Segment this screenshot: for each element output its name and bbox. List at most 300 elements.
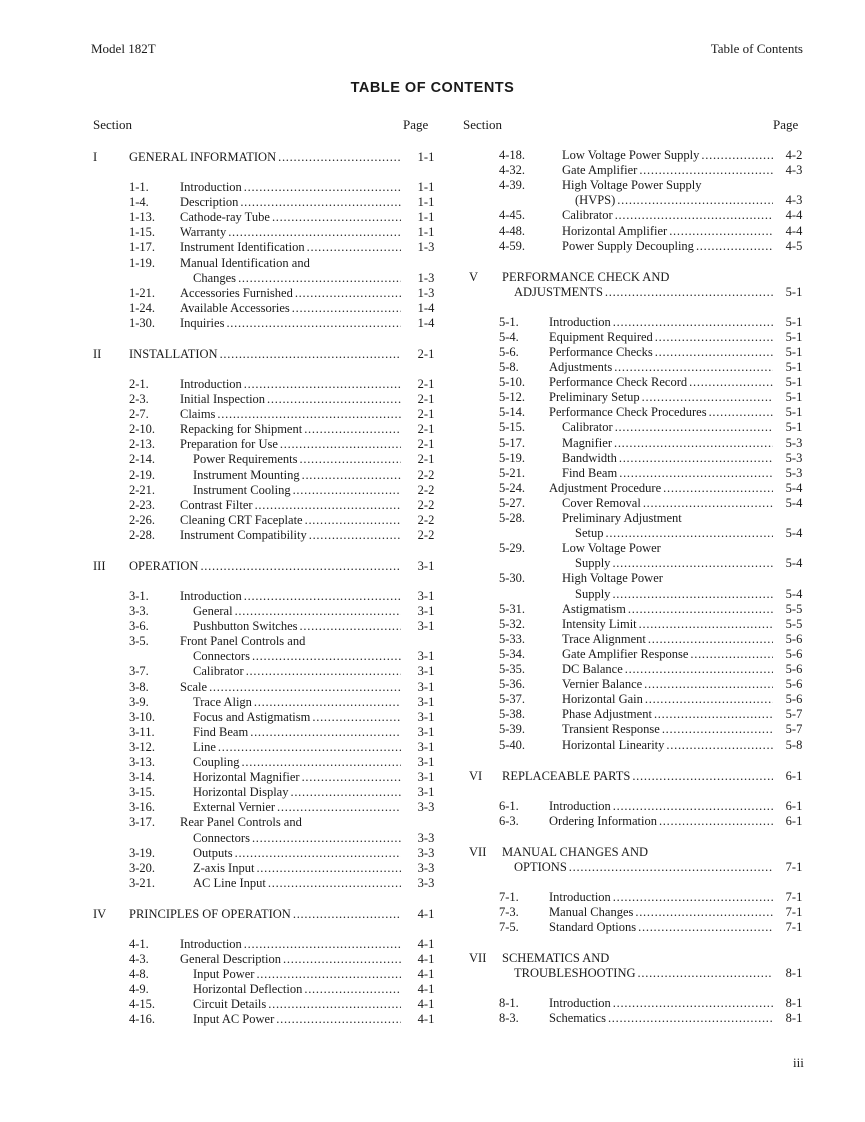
entry-number: 4-39. [499,178,526,193]
entry-title: Cathode-ray Tube [180,210,270,225]
toc-entry-row [469,602,819,617]
leader-dots [290,301,401,316]
section-title: SCHEMATICS AND [502,950,610,965]
entry-number: 7-5. [499,919,519,934]
leader-dots [310,710,401,725]
entry-number: 5-39. [499,722,526,737]
toc-entry-row [93,437,453,452]
toc-entry-row [93,483,453,498]
leader-dots [612,360,773,375]
entry-page-number: 3-1 [417,770,435,785]
entry-title: Ordering Information [549,813,657,828]
toc-entry-row [93,967,453,982]
left-section-header: Section [93,117,132,132]
entry-number: 5-34. [499,646,526,661]
entry-page-number: 5-4 [785,556,803,571]
leader-dots [275,800,401,815]
entry-page-number: 2-1 [417,407,435,422]
entry-title: Low Voltage Power [562,541,661,556]
entry-number: 5-33. [499,631,526,646]
entry-title: Manual Identification and [180,255,310,270]
leader-dots [298,452,402,467]
entry-number: 5-38. [499,707,526,722]
leader-dots [707,405,773,420]
toc-entry-row [469,163,819,178]
entry-number: 4-18. [499,148,526,162]
entry-number: 3-1. [129,588,149,603]
toc-section-row [93,559,453,574]
entry-title: Focus and Astigmatism [193,709,311,724]
leader-dots [226,225,401,240]
entry-number: 5-21. [499,465,526,480]
entry-page-number: 5-1 [785,390,803,405]
leader-dots [281,952,401,967]
entry-title: High Voltage Power [562,571,663,586]
entry-title: Find Beam [562,465,618,480]
entry-title: Equipment Required [549,329,653,344]
entry-page-number: 1-1 [417,180,435,194]
entry-page-number: 5-3 [785,435,803,450]
entry-page-number: 6-1 [785,813,803,828]
leader-dots [699,148,773,163]
entry-page-number: 3-3 [417,875,435,890]
leader-dots [661,481,773,496]
entry-page-number: 3-1 [417,649,435,664]
toc-entry-row [469,405,819,420]
entry-page-number: 4-3 [785,193,803,208]
entry-number: 5-35. [499,662,526,676]
entry-title: Supply [575,586,611,601]
entry-page-number: 7-1 [785,859,803,874]
leader-dots [276,150,401,165]
entry-page-number: 3-3 [417,830,435,845]
toc-entry-row [469,571,819,586]
entry-page-number: 4-1 [417,982,435,997]
entry-number: 5-40. [499,737,526,752]
entry-title: Bandwidth [562,450,617,465]
entry-title: Standard Options [549,919,637,934]
entry-page-number: 5-1 [785,314,803,329]
leader-dots [667,224,773,239]
entry-page-number: 3-1 [417,739,435,754]
leader-dots [218,347,401,362]
toc-entry-row [469,647,819,662]
leader-dots [270,210,401,225]
entry-title: Gate Amplifier Response [562,646,689,661]
entry-title: Horizontal Gain [562,692,643,707]
entry-title: Cover Removal [562,495,641,510]
leader-dots [603,285,773,300]
toc-entry-row [469,148,819,163]
entry-title: Calibrator [562,420,613,435]
toc-entry-row [93,195,453,210]
entry-page-number: 5-3 [785,465,803,480]
entry-number: 2-1. [129,376,149,391]
toc-entry-row [93,468,453,483]
leader-dots [610,587,773,602]
entry-number: 3-8. [129,679,149,694]
entry-number: 5-24. [499,480,526,495]
entry-title: Claims [180,407,216,422]
toc-entry-row [93,513,453,528]
entry-title: Find Beam [193,724,249,739]
entry-title: Phase Adjustment [562,707,652,722]
entry-number: 5-30. [499,571,526,586]
entry-page-number: 3-1 [417,604,435,618]
entry-page-number: 5-1 [785,329,803,344]
entry-title: Connectors [193,649,250,664]
leader-dots [250,831,401,846]
entry-page-number: 3-1 [417,588,435,603]
entry-number: 3-9. [129,694,149,709]
toc-section-row [469,845,819,860]
toc-section-row [469,769,819,784]
section-numeral: I [93,150,98,164]
leader-dots [643,692,773,707]
toc-entry-row [469,541,819,556]
running-header-left: Model 182T [91,41,156,56]
page-title: TABLE OF CONTENTS [350,80,515,96]
section-numeral: V [469,269,479,284]
entry-page-number: 3-3 [417,845,435,860]
entry-title: Horizontal Deflection [193,982,303,997]
toc-entry-row [93,997,453,1012]
toc-entry-row [93,755,453,770]
leader-dots [611,890,773,905]
toc-entry-row [469,390,819,405]
leader-dots [298,619,401,634]
toc-entry-row [469,890,819,905]
entry-number: 2-19. [129,467,156,482]
leader-dots [238,195,401,210]
entry-page-number: 5-1 [785,405,803,420]
entry-title: Power Supply Decoupling [562,238,694,253]
entry-title: Instrument Cooling [193,482,291,497]
entry-number: 5-36. [499,677,526,692]
leader-dots [253,498,401,513]
leader-dots [652,707,773,722]
entry-page-number: 5-7 [785,707,803,722]
entry-title: Calibrator [562,208,613,223]
entry-number: 8-3. [499,1011,519,1026]
running-header-right: Table of Contents [710,41,803,56]
toc-entry-row [469,481,819,496]
leader-dots [646,632,773,647]
entry-title: Gate Amplifier [562,163,638,178]
page-number: iii [793,1055,804,1070]
toc-section-row [93,907,453,922]
toc-entry-row [469,330,819,345]
entry-number: 2-21. [129,482,156,497]
entry-title: Low Voltage Power Supply [562,148,700,162]
toc-entry-row [469,996,819,1011]
entry-title: DC Balance [562,662,623,676]
entry-number: 5-32. [499,616,526,631]
leader-dots [613,208,773,223]
entry-title: (HVPS) [575,193,616,208]
entry-number: 5-28. [499,511,526,525]
leader-dots [254,861,401,876]
entry-title: Performance Check Procedures [549,405,707,420]
entry-page-number: 6-1 [785,768,803,783]
leader-dots [300,770,401,785]
entry-number: 3-19. [129,845,156,860]
entry-page-number: 5-1 [785,420,803,435]
entry-number: 4-32. [499,163,526,178]
toc-entry-row [93,785,453,800]
toc-entry-row [93,861,453,876]
toc-entry-row [469,556,819,571]
entry-page-number: 7-1 [785,919,803,934]
entry-number: 3-12. [129,739,156,754]
right-page-header: Page [773,117,799,132]
toc-entry-row [93,800,453,815]
entry-page-number: 1-1 [417,150,435,164]
entry-page-number: 5-6 [785,646,803,661]
leader-dots [636,966,773,981]
entry-number: 5-37. [499,692,526,707]
entry-title: Changes [193,270,237,285]
toc-entry-row [93,695,453,710]
entry-page-number: 5-4 [785,495,803,510]
leader-dots [567,860,773,875]
entry-page-number: 5-7 [785,722,803,737]
toc-entry-row [469,632,819,647]
leader-dots [288,785,401,800]
toc-entry-row [469,466,819,481]
toc-entry-row [469,738,819,753]
entry-number: 3-11. [129,724,155,739]
entry-page-number: 7-1 [785,889,803,904]
toc-entry-row [93,225,453,240]
entry-page-number: 7-1 [785,904,803,919]
entry-page-number: 5-1 [785,360,803,374]
entry-number: 2-13. [129,437,156,452]
entry-page-number: 1-3 [417,240,435,255]
entry-title: Trace Alignment [562,631,646,646]
entry-page-number: 5-4 [785,480,803,495]
entry-number: 3-10. [129,709,156,724]
entry-number: 5-12. [499,390,526,405]
leader-dots [240,755,401,770]
entry-title: Preparation for Use [180,437,278,452]
entry-page-number: 1-3 [417,270,435,285]
entry-number: 4-3. [129,951,149,966]
entry-title: AC Line Input [193,875,266,890]
toc-entry-row [93,649,453,664]
entry-number: 1-4. [129,195,149,210]
section-numeral: III [93,558,106,573]
leader-dots [252,695,401,710]
entry-title: Accessories Furnished [180,285,293,300]
entry-title: Introduction [549,996,611,1010]
toc-section-row [93,150,453,165]
entry-page-number: 5-1 [785,375,803,390]
entry-number: 7-1. [499,889,519,904]
toc-entry-row [93,301,453,316]
section-title: TROUBLESHOOTING [514,966,636,980]
leader-dots [303,513,401,528]
entry-page-number: 5-6 [785,677,803,692]
entry-title: Scale [180,679,208,694]
entry-title: Warranty [180,225,227,240]
section-title: MANUAL CHANGES AND [502,844,649,859]
leader-dots [637,163,773,178]
entry-title: Pushbutton Switches [193,619,298,634]
leader-dots [250,649,401,664]
entry-page-number: 4-1 [417,1012,435,1027]
toc-entry-row [93,740,453,755]
leader-dots [293,286,401,301]
toc-entry-row [469,375,819,390]
entry-title: Z-axis Input [193,860,255,875]
entry-title: Instrument Mounting [193,467,300,482]
entry-page-number: 4-5 [785,238,803,253]
leader-dots [642,677,773,692]
section-title: INSTALLATION [129,346,218,361]
toc-entry-row [93,680,453,695]
toc-entry-row [93,240,453,255]
entry-number: 3-16. [129,800,156,815]
entry-number: 5-6. [499,344,519,359]
leader-dots [615,193,773,208]
leader-dots [198,559,401,574]
leader-dots [207,680,401,695]
entry-number: 7-3. [499,904,519,919]
toc-entry-row [93,210,453,225]
entry-page-number: 5-4 [785,586,803,601]
entry-page-number: 2-2 [417,482,435,497]
leader-dots [613,420,773,435]
entry-number: 1-17. [129,240,156,255]
leader-dots [603,526,773,541]
leader-dots [302,982,401,997]
entry-number: 2-23. [129,497,156,512]
toc-entry-row [469,677,819,692]
entry-title: Introduction [180,180,242,194]
leader-dots [307,528,401,543]
toc-section-row [469,285,819,300]
toc-entry-row [469,799,819,814]
toc-entry-row [469,1011,819,1026]
entry-title: Contrast Filter [180,497,253,512]
entry-page-number: 4-1 [417,967,435,981]
leader-dots [233,604,401,619]
entry-number: 3-17. [129,815,156,830]
entry-title: Input Power [193,967,255,981]
entry-number: 3-6. [129,619,149,634]
leader-dots [266,997,401,1012]
entry-page-number: 8-1 [785,996,803,1010]
entry-number: 5-19. [499,450,526,465]
entry-number: 1-19. [129,255,156,270]
toc-entry-row [93,831,453,846]
toc-entry-row [93,271,453,286]
section-title: OPERATION [129,558,199,573]
leader-dots [274,1012,401,1027]
entry-title: Introduction [549,889,611,904]
toc-entry-row [469,451,819,466]
entry-number: 2-28. [129,527,156,542]
entry-number: 2-14. [129,452,156,467]
toc-entry-row [93,180,453,195]
toc-entry-row [93,770,453,785]
entry-number: 4-8. [129,967,149,981]
entry-title: Horizontal Display [193,785,289,800]
toc-entry-row [469,692,819,707]
entry-title: Preliminary Setup [549,390,640,405]
leader-dots [242,180,401,195]
toc-entry-row [469,239,819,254]
entry-number: 4-59. [499,238,526,253]
entry-page-number: 8-1 [785,966,803,980]
entry-title: Performance Check Record [549,375,688,390]
entry-number: 6-3. [499,813,519,828]
entry-number: 5-8. [499,360,519,374]
entry-number: 2-26. [129,512,156,527]
entry-page-number: 5-8 [785,737,803,752]
leader-dots [236,271,401,286]
leader-dots [291,483,401,498]
entry-page-number: 2-1 [417,392,435,406]
entry-number: 1-21. [129,285,156,300]
toc-entry-row [93,256,453,271]
toc-entry-row [93,452,453,467]
entry-page-number: 2-2 [417,467,435,482]
entry-title: External Vernier [193,800,276,815]
section-numeral: VI [469,768,483,783]
entry-page-number: 3-1 [417,679,435,694]
entry-title: Supply [575,556,611,571]
entry-number: 8-1. [499,996,519,1010]
entry-page-number: 2-1 [417,437,435,452]
leader-dots [612,436,773,451]
entry-page-number: 5-4 [785,526,803,541]
entry-page-number: 2-1 [417,346,435,361]
entry-title: Introduction [549,798,611,813]
toc-entry-row [469,707,819,722]
entry-number: 5-27. [499,495,526,510]
section-numeral: II [93,346,102,361]
entry-number: 3-15. [129,785,156,800]
toc-entry-row [469,587,819,602]
entry-page-number: 1-4 [417,315,435,330]
entry-title: Schematics [549,1011,606,1026]
section-numeral: IV [93,906,107,921]
entry-title: Introduction [549,314,611,329]
leader-dots [630,769,773,784]
entry-number: 4-15. [129,997,156,1012]
entry-number: 5-29. [499,541,526,556]
entry-number: 3-13. [129,755,156,769]
entry-title: Coupling [193,755,240,769]
entry-page-number: 3-1 [417,724,435,739]
entry-page-number: 3-1 [417,694,435,709]
entry-page-number: 5-1 [785,344,803,359]
section-title: PERFORMANCE CHECK AND [502,269,670,284]
entry-number: 4-1. [129,936,149,951]
toc-entry-row [93,634,453,649]
toc-section-row [93,347,453,362]
toc-entry-row [469,315,819,330]
entry-page-number: 5-5 [785,616,803,631]
entry-title: Introduction [180,936,242,951]
toc-entry-row [469,436,819,451]
leader-dots [254,967,401,982]
entry-page-number: 3-1 [417,664,435,679]
leader-dots [233,846,401,861]
entry-page-number: 5-6 [785,662,803,676]
